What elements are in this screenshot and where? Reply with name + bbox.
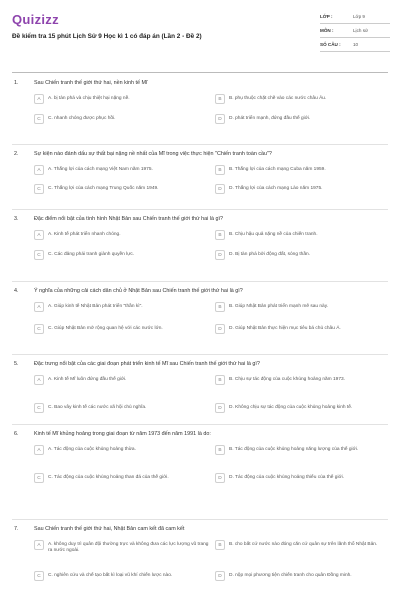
question-divider bbox=[12, 144, 388, 145]
answer-option-d[interactable] bbox=[215, 473, 390, 483]
option-text: C. Tác động của cuộc khủng hoảng than đá của thế giới. bbox=[48, 474, 169, 480]
option-letter-badge: C bbox=[34, 184, 44, 194]
option-text: C. Các đảng phái tranh giành quyền lực. bbox=[48, 251, 135, 257]
question-text: Đặc điểm nổi bật của tình hình Nhật Bản sau Chiến tranh thế giới thứ hai là gì? bbox=[34, 216, 224, 222]
option-letter-badge: A bbox=[34, 445, 44, 455]
option-letter-badge: C bbox=[34, 114, 44, 124]
meta-row-subject bbox=[320, 24, 390, 38]
option-text: C. nghiên cứu và chế tạo bất kì loại vũ khí chiến lược nào. bbox=[48, 572, 173, 578]
option-letter-badge: D bbox=[215, 250, 225, 260]
meta-row-class bbox=[320, 10, 390, 24]
meta-table bbox=[320, 10, 390, 52]
answer-option-b[interactable] bbox=[215, 302, 390, 312]
question-number: 5. bbox=[14, 361, 19, 367]
option-text: B. cho bất cứ nước nào đóng căn cứ quân sự trên lãnh thổ Nhật Bản. bbox=[229, 541, 378, 547]
answer-option-d[interactable] bbox=[215, 324, 390, 334]
question-text: Ý nghĩa của những cải cách dân chủ ở Nhật Bản sau Chiến tranh thế giới thứ hai là gì? bbox=[34, 288, 243, 294]
option-letter-badge: A bbox=[34, 165, 44, 175]
question-divider bbox=[12, 424, 388, 425]
meta-value: Lớp 9 bbox=[353, 14, 365, 19]
option-letter-badge: B bbox=[215, 302, 225, 312]
option-letter-badge: C bbox=[34, 403, 44, 413]
option-letter-badge: B bbox=[215, 540, 225, 550]
answer-option-d[interactable] bbox=[215, 114, 390, 124]
answer-option-a[interactable] bbox=[34, 230, 209, 240]
answer-option-a[interactable] bbox=[34, 165, 209, 175]
option-letter-badge: D bbox=[215, 184, 225, 194]
option-letter-badge: B bbox=[215, 94, 225, 104]
option-text: A. Thắng lợi của cách mạng Việt Nam năm 1975. bbox=[48, 166, 153, 172]
page-header bbox=[0, 0, 400, 70]
answer-option-d[interactable] bbox=[215, 250, 390, 260]
option-text: C. nhanh chóng được phục hồi. bbox=[48, 115, 116, 121]
option-text: C. Giúp Nhật Bản mở rộng quan hệ với các nước lớn. bbox=[48, 325, 163, 331]
option-letter-badge: C bbox=[34, 250, 44, 260]
question-number: 7. bbox=[14, 526, 19, 532]
option-text: D. Bị tàn phá bởi động đất, sóng thần. bbox=[229, 251, 311, 257]
question-text: Sự kiện nào đánh dấu sự thất bại nặng nề nhất của Mĩ trong việc thực hiện "Chiến tranh toàn cầu"? bbox=[34, 151, 272, 157]
option-letter-badge: D bbox=[215, 473, 225, 483]
option-text: A. Tác động của cuộc khủng hoảng thừa. bbox=[48, 446, 136, 452]
answer-option-b[interactable] bbox=[215, 445, 390, 455]
option-text: C. Bao vây kinh tế các nước xã hội chủ nghĩa. bbox=[48, 404, 147, 410]
option-letter-badge: B bbox=[215, 375, 225, 385]
answer-option-a[interactable] bbox=[34, 94, 209, 104]
answer-option-c[interactable] bbox=[34, 403, 209, 413]
option-text: B. Chịu sự tác động của cuộc khủng hoảng năm 1973. bbox=[229, 376, 346, 382]
answer-option-d[interactable] bbox=[215, 571, 390, 581]
question-text: Sau Chiến tranh thế giới thứ hai, Nhật Bản cam kết đã cam kết bbox=[34, 526, 185, 532]
answer-option-c[interactable] bbox=[34, 571, 209, 581]
option-text: A. bị tàn phá và chịu thiệt hại nặng nề. bbox=[48, 95, 130, 101]
option-text: B. phụ thuộc chặt chẽ vào các nước châu Âu. bbox=[229, 95, 327, 101]
option-text: D. phát triển mạnh, đứng đầu thế giới. bbox=[229, 115, 311, 121]
question-number: 4. bbox=[14, 288, 19, 294]
question-divider bbox=[12, 281, 388, 282]
option-letter-badge: B bbox=[215, 230, 225, 240]
option-text: D. Không chịu sự tác động của cuộc khủng hoảng kinh tế. bbox=[229, 404, 353, 410]
meta-value: 10 bbox=[353, 42, 359, 47]
document-title: Đề kiểm tra 15 phút Lịch Sử 9 Học kì 1 có đáp án (Lần 2 - Đề 2) bbox=[12, 33, 202, 40]
question-divider bbox=[12, 209, 388, 210]
question-divider bbox=[12, 354, 388, 355]
option-letter-badge: B bbox=[215, 165, 225, 175]
option-text: D. nộp mọi phương tiện chiến tranh cho quân Đồng minh. bbox=[229, 572, 352, 578]
answer-option-c[interactable] bbox=[34, 473, 209, 483]
question-number: 3. bbox=[14, 216, 19, 222]
question-divider bbox=[12, 519, 388, 520]
option-text: A. Kinh tế Mĩ luôn đứng đầu thế giới. bbox=[48, 376, 127, 382]
answer-option-a[interactable] bbox=[34, 540, 209, 554]
answer-option-c[interactable] bbox=[34, 114, 209, 124]
answer-option-b[interactable] bbox=[215, 230, 390, 240]
question-number: 2. bbox=[14, 151, 19, 157]
option-letter-badge: D bbox=[215, 403, 225, 413]
answer-option-d[interactable] bbox=[215, 403, 390, 413]
question-text: Đặc trưng nổi bật của các giai đoạn phát triển kinh tế Mĩ sau Chiến tranh thế giới thứ hai là gì? bbox=[34, 361, 260, 367]
option-text: A. Giúp kinh tế Nhật Bản phát triển "thần kì". bbox=[48, 303, 143, 309]
option-text: B. Chịu hậu quả nặng nề của chiến tranh. bbox=[229, 231, 318, 237]
answer-option-a[interactable] bbox=[34, 375, 209, 385]
answer-option-d[interactable] bbox=[215, 184, 390, 194]
option-text: B. Thắng lợi của cách mạng Cuba năm 1959. bbox=[229, 166, 326, 172]
option-text: A. Kinh tế phát triển nhanh chóng. bbox=[48, 231, 121, 237]
meta-label: SỐ CÂU : bbox=[320, 42, 341, 47]
option-letter-badge: A bbox=[34, 540, 44, 550]
question-number: 1. bbox=[14, 80, 19, 86]
option-text: D. Tác động của cuộc khủng hoảng thiếu của thế giới. bbox=[229, 474, 345, 480]
option-letter-badge: A bbox=[34, 302, 44, 312]
option-letter-badge: A bbox=[34, 375, 44, 385]
answer-option-b[interactable] bbox=[215, 375, 390, 385]
answer-option-b[interactable] bbox=[215, 165, 390, 175]
option-letter-badge: D bbox=[215, 571, 225, 581]
option-letter-badge: D bbox=[215, 114, 225, 124]
meta-value: Lịch sử bbox=[353, 28, 369, 33]
option-letter-badge: B bbox=[215, 445, 225, 455]
option-letter-badge: D bbox=[215, 324, 225, 334]
answer-option-c[interactable] bbox=[34, 324, 209, 334]
answer-option-b[interactable] bbox=[215, 540, 390, 550]
option-letter-badge: C bbox=[34, 473, 44, 483]
option-text: C. Thắng lợi của cách mạng Trung Quốc năm 1949. bbox=[48, 185, 159, 191]
question-number: 6. bbox=[14, 431, 19, 437]
quizizz-logo: Quizizz bbox=[12, 12, 59, 27]
option-text: D. Thắng lợi của cách mạng Lào năm 1975. bbox=[229, 185, 323, 191]
answer-option-c[interactable] bbox=[34, 250, 209, 260]
answer-option-c[interactable] bbox=[34, 184, 209, 194]
answer-option-a[interactable] bbox=[34, 445, 209, 455]
meta-label: MÔN : bbox=[320, 28, 334, 33]
option-letter-badge: C bbox=[34, 571, 44, 581]
meta-row-count bbox=[320, 38, 390, 52]
option-letter-badge: C bbox=[34, 324, 44, 334]
answer-option-a[interactable] bbox=[34, 302, 209, 312]
option-text: B. Tác động của cuộc khủng hoảng năng lượng của thế giới. bbox=[229, 446, 359, 452]
question-text: Sau Chiến tranh thế giới thứ hai, nền kinh tế Mĩ bbox=[34, 80, 148, 86]
header-divider bbox=[12, 72, 388, 73]
option-letter-badge: A bbox=[34, 230, 44, 240]
answer-option-b[interactable] bbox=[215, 94, 390, 104]
option-text: A. không duy trì quân đội thường trực và không đưa các lực lượng vũ trang ra nước ngoài. bbox=[48, 541, 209, 553]
option-text: D. Giúp Nhật Bản thực hiện mục tiêu bá chủ châu Á. bbox=[229, 325, 341, 331]
option-letter-badge: A bbox=[34, 94, 44, 104]
meta-label: LỚP : bbox=[320, 14, 333, 19]
option-text: B. Giúp Nhật Bản phát triển mạnh mẽ sau này. bbox=[229, 303, 329, 309]
question-text: Kinh tế Mĩ khủng hoảng trong giai đoạn từ năm 1973 đến năm 1991 là do: bbox=[34, 431, 211, 437]
